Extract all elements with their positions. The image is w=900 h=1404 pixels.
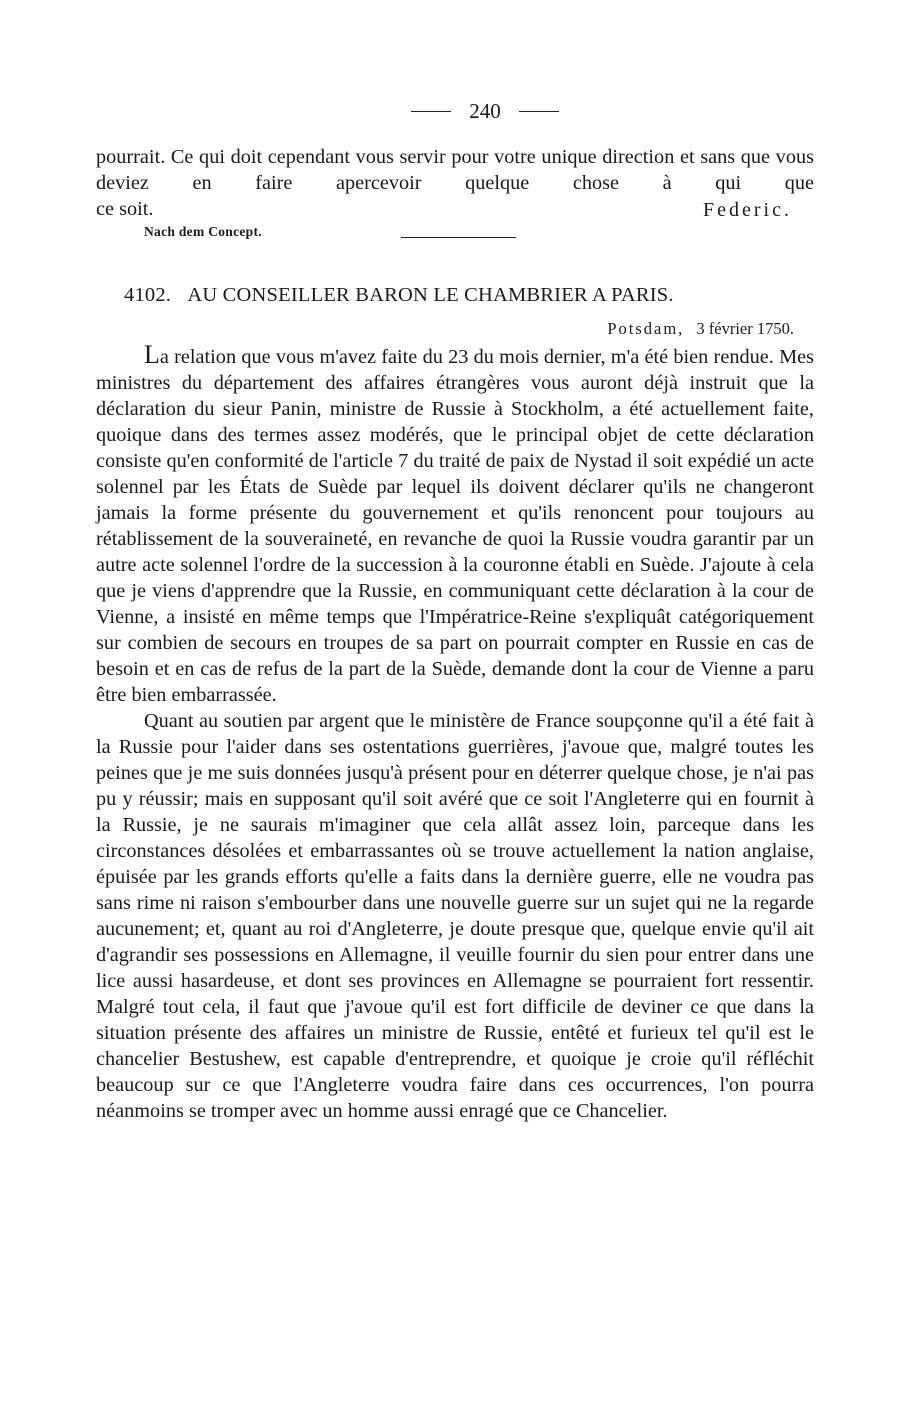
paragraph-1-text: a relation que vous m'avez faite du 23 du mois dernier, m'a été bien rendue. Mes ministres du département des affaires étrangères vous auront déjà instruit que la déclaration du sieur Panin, ministre de Russie à Stockholm, a été actuellement faite, quoique dans des termes assez modérés, que le principal objet de cette déclaration consiste qu'en conformité de l'article 7 du traité de paix de Nystad il soit expédié un acte solennel par les États de Suède par lequel ils doivent déclarer qu'ils ne changeront jamais la forme présente du gouvernement et qu'ils renoncent pour toujours au rétablissement de la souveraineté, en revanche de quoi la Russie voudra garantir par un autre acte solennel l'ordre de la succession à la couronne établi en Suède. J'ajoute à cela que je viens d'apprendre que la Russie, en communiquant cette déclaration à la cour de Vienne, a insisté en même temps que l'Impératrice-Reine s'expliquât catégoriquement sur combien de secours en troupes de sa part on pourrait compter en Russie en cas de besoin et en cas de refus de la part de la Suède, demande dont la cour de Vienne a paru être bien embarrassée. bbox=[96, 346, 814, 706]
header-dash-right bbox=[519, 111, 559, 112]
letter-paragraph-2: Quant au soutien par argent que le ministère de France soupçonne qu'il a été fait à la Russie pour l'aider dans ses ostentations guerrières, j'avoue que, malgré toutes les peines que je me suis données jusqu'à présent pour en déterrer quelque chose, je n'ai pas pu y réussir; mais en supposant qu'il soit avéré que ce soit l'Angleterre qui en fournit à la Russie, je ne saurais m'imaginer que cela allât assez loin, parceque dans les circonstances désolées et embarrassantes où se trouve actuellement la nation anglaise, épuisée par les grands efforts qu'elle a faits dans la dernière guerre, elle ne voudra pas sans rime ni raison s'embourber dans une nouvelle guerre sur un sujet qui ne la regarde aucunement; et, quant au roi d'Angleterre, je doute presque que, quelque envie qu'il ait d'agrandir ses possessions en Allemagne, il veuille fournir du sien pour entrer dans une lice aussi hasardeuse, et dont ses provinces en Allemagne se pourraient fort ressentir. Malgré tout cela, il faut que j'avoue qu'il est fort difficile de deviner ce que dans la situation présente des affaires un ministre de Russie, entêté et furieux tel qu'il est le chancelier Bestushew, est capable d'entreprendre, et quoique je croie qu'il réfléchit beaucoup sur ce que l'Angleterre voudra faire dans ces occurrences, l'on pourra néanmoins se tromper avec un homme aussi enragé que ce Chancelier. bbox=[96, 710, 814, 1122]
dateline-date: 3 février 1750. bbox=[696, 319, 794, 338]
page-number: 240 bbox=[469, 99, 501, 123]
letter-title: AU CONSEILLER BARON LE CHAMBRIER A PARIS. bbox=[187, 284, 674, 306]
paragraph-initial: L bbox=[144, 340, 160, 369]
dateline-place: Potsdam, bbox=[607, 319, 685, 338]
letter-heading bbox=[96, 282, 814, 308]
opening-paragraph: pourrait. Ce qui doit cependant vous servir pour votre unique direction et sans que vous deviez en faire apercevoir quelque chose à qui que bbox=[96, 146, 814, 194]
source-row bbox=[96, 222, 814, 244]
opening-last-line: ce soit. bbox=[96, 198, 154, 220]
signature: Federic. bbox=[703, 199, 792, 221]
closing-row bbox=[96, 196, 814, 222]
section-divider bbox=[401, 237, 516, 238]
document-page bbox=[96, 96, 814, 1124]
source-note: Nach dem Concept. bbox=[144, 224, 262, 239]
running-header bbox=[156, 96, 814, 126]
letter-paragraph-1 bbox=[96, 342, 814, 708]
header-dash-left bbox=[411, 111, 451, 112]
letter-number: 4102. bbox=[124, 284, 172, 306]
dateline bbox=[96, 318, 814, 340]
